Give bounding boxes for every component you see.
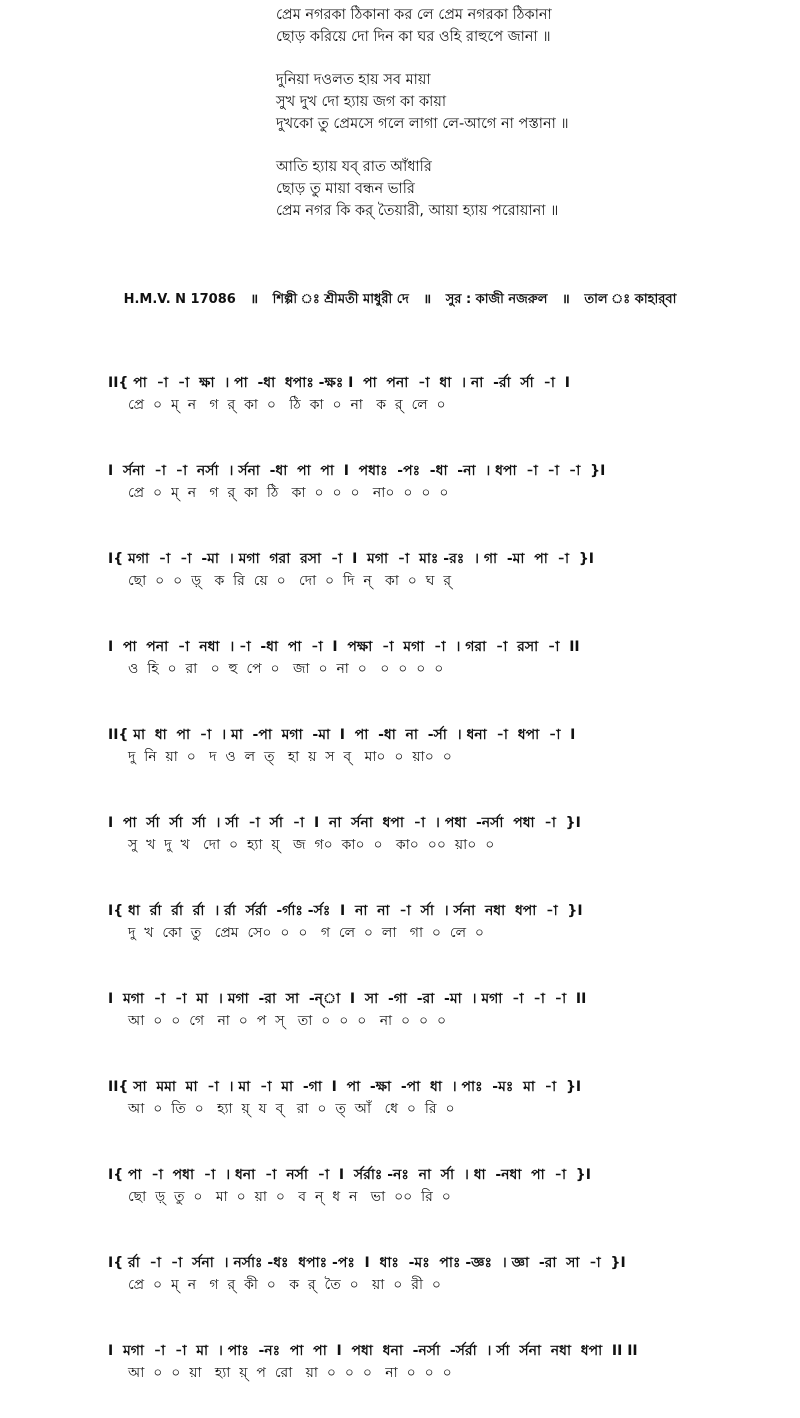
notes-line: I{ ধা র্রা র্রা র্রা । র্রা র্সর্রা -র্গাঃ -র্সঃ I না না -া র্সা । র্সনা নধা ধপা -া }I — [108, 903, 583, 919]
composer-credit: সুর : কাজী নজরুল — [445, 292, 548, 307]
notation-row — [0, 802, 800, 890]
notation-row — [0, 450, 800, 538]
lyric-line: ছোড় তু মায়া বন্ধন ভারি — [276, 181, 415, 197]
lyric-line: সুখ দুখ দো হ্যায় জগ কা কায়া — [276, 94, 447, 110]
words-line: প্রে ০ ম্ ন গ র্ কী ০ ক র্ তৈ ০ য়া ০ রী ০ — [128, 1277, 441, 1293]
notation-block — [0, 362, 800, 1418]
notes-line: I পা র্সা র্সা র্সা । র্সা -া র্সা -া I না র্সনা ধপা -া । পধা -নর্সা পধা -া }I — [108, 815, 581, 831]
notation-row — [0, 890, 800, 978]
notes-line: I মগা -া -া মা । মগা -রা সা -ন্া I সা -গা -রা -মা । মগা -া -া -া II — [108, 991, 587, 1007]
lyric-line: ছোড় করিয়ে দো দিন কা ঘর ওহি রাহুপে জানা ॥ — [276, 29, 551, 45]
words-line: ছো ড়্ তু ০ মা ০ য়া ০ ব ন্ ধ ন ভা ০০ রি ০ — [128, 1189, 451, 1205]
verse-2 — [276, 69, 776, 135]
notation-row — [0, 1330, 800, 1418]
lyric-line: প্রেম নগর কি কর্ তৈয়ারী, আয়া হ্যায় পরোয়ানা ॥ — [276, 203, 559, 219]
separator: ॥ — [250, 292, 259, 307]
words-line: সু খ দু খ দো ০ হ্যা য়্ জ গ০ কা০ ০ কা০ ০০ য়া০ ০ — [128, 837, 495, 853]
words-line: দু খ কো তু প্রেম সে০ ০ ০ গ লে ০ লা গা ০ লে ০ — [128, 925, 485, 941]
notes-line: I মগা -া -া মা । পাঃ -নঃ পা পা I পধা ধনা -নর্সা -র্সর্রা । র্সা র্সনা নধা ধপা II II — [108, 1343, 638, 1359]
words-line: আ ০ তি ০ হ্যা য়্ য ব্ রা ০ ত্ আঁ ধে ০ রি ০ — [128, 1101, 455, 1117]
lyric-line: দুনিয়া দওলত হায় সব মায়া — [276, 72, 431, 88]
artist-credit: শিল্পী ঃ শ্রীমতী মাধুরী দে — [272, 292, 409, 307]
words-line: দু নি য়া ০ দ ও ল ত্ হা য় স ব্ মা০ ০ য়া০ ০ — [128, 749, 452, 765]
notation-row — [0, 1242, 800, 1330]
verse-1 — [276, 4, 776, 48]
lyric-line: আতি হ্যায় যব্ রাত আঁধারি — [276, 159, 432, 175]
credits-line — [0, 289, 800, 311]
separator: ॥ — [562, 292, 570, 307]
notation-row — [0, 1066, 800, 1154]
notes-line: I পা পনা -া নধা । -া -ধা পা -া I পক্ষা -া মগা -া । গরা -া রসা -া II — [108, 639, 580, 655]
words-line: ও হি ০ রা ০ হু পে ০ জা ০ না ০ ০ ০ ০ ০ — [128, 661, 444, 677]
notes-line: II{ সা মমা মা -া । মা -া মা -গা I পা -ক্ষা -পা ধা । পাঃ -মঃ মা -া }I — [108, 1079, 582, 1095]
words-line: আ ০ ০ গে না ০ প স্ তা ০ ০ ০ না ০ ০ ০ — [128, 1013, 447, 1029]
words-line: আ ০ ০ য়া হ্যা য়্ প রো য়া ০ ০ ০ না ০ ০ ০ — [128, 1365, 452, 1381]
words-line: ছো ০ ০ ড়্ ক রি য়ে ০ দো ০ দি ন্ কা ০ ঘ র্ — [128, 573, 452, 589]
notation-row — [0, 362, 800, 450]
notes-line: I{ পা -া পধা -া । ধনা -া নর্সা -া I র্সর্রাঃ -নঃ না র্সা । ধা -নধা পা -া }I — [108, 1167, 591, 1183]
notes-line: II{ মা ধা পা -া । মা -পা মগা -মা I পা -ধা না -র্সা । ধনা -া ধপা -া I — [108, 727, 576, 743]
notes-line: I{ র্রা -া -া র্সনা । নর্সাঃ -ধঃ ধপাঃ -পঃ I ধাঃ -মঃ পাঃ -জ্ঞঃ । জ্ঞা -রা সা -া }I — [108, 1255, 626, 1271]
verse-3 — [276, 156, 776, 222]
taal-credit: তাল ঃ কাহার্‌বা — [584, 292, 677, 307]
notes-line: II{ পা -া -া ক্ষা । পা -ধা ধপাঃ -ক্ষঃ I পা পনা -া ধা । না -র্রা র্সা -া I — [108, 375, 570, 391]
lyric-line: প্রেম নগরকা ঠিকানা কর লে প্রেম নগরকা ঠিকানা — [276, 7, 552, 23]
notes-line: I{ মগা -া -া -মা । মগা গরা রসা -া I মগা -া মাঃ -রঃ । গা -মা পা -া }I — [108, 551, 594, 567]
notation-row — [0, 538, 800, 626]
notes-line: I র্সনা -া -া নর্সা । র্সনা -ধা পা পা I পধাঃ -পঃ -ধা -না । ধপা -া -া -া }I — [108, 463, 606, 479]
notation-row — [0, 626, 800, 714]
notation-row — [0, 978, 800, 1066]
words-line: প্রে ০ ম্ ন গ র্ কা ঠি কা ০ ০ ০ না০ ০ ০ ০ — [128, 485, 449, 501]
words-line: প্রে ০ ম্ ন গ র্ কা ০ ঠি কা ০ না ক র্ লে ০ — [128, 397, 446, 413]
lyric-line: দুখকো তু প্রেমসে গলে লাগা লে-আগে না পস্তানা ॥ — [276, 116, 569, 132]
record-number: H.M.V. N 17086 — [123, 292, 236, 307]
notation-row — [0, 1154, 800, 1242]
lyrics-block — [276, 4, 776, 243]
separator: ॥ — [423, 292, 432, 307]
notation-row — [0, 714, 800, 802]
